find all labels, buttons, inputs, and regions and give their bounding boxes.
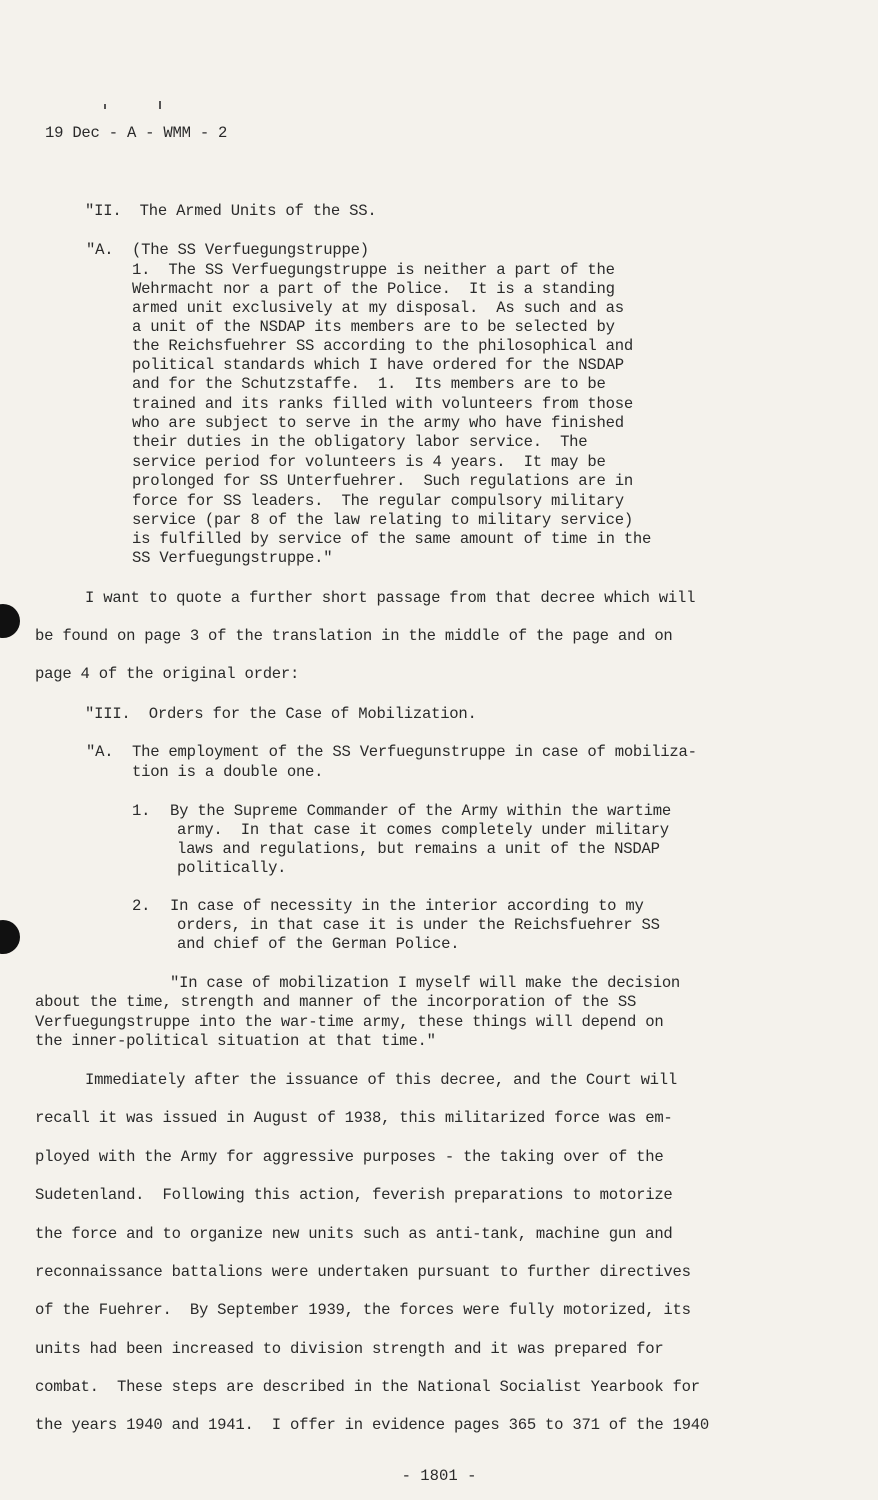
- list-item-line: By the Supreme Commander of the Army within the wartime: [170, 802, 671, 820]
- quote-line: is fulfilled by service of the same amount of time in the: [132, 530, 652, 548]
- section-line: tion is a double one.: [132, 763, 324, 781]
- list-item-number: 2.: [132, 897, 151, 915]
- closing-quote-line: "In case of mobilization I myself will make the decision: [170, 974, 681, 992]
- quote-line: trained and its ranks filled with volunteers from those: [132, 395, 633, 413]
- quote-line: the Reichsfuehrer SS according to the philosophical and: [132, 337, 633, 355]
- list-item-number: 1.: [132, 802, 151, 820]
- quote-line: prolonged for SS Unterfuehrer. Such regulations are in: [132, 472, 633, 490]
- list-item-line: In case of necessity in the interior according to my: [170, 897, 644, 915]
- section-heading-ii: "II. The Armed Units of the SS.: [85, 202, 377, 220]
- quote-line: their duties in the obligatory labor service. The: [132, 433, 588, 451]
- quote-line: service period for volunteers is 4 years. It may be: [132, 453, 606, 471]
- section-marker-a: "A.: [86, 743, 114, 761]
- paragraph-line: the force and to organize new units such as anti-tank, machine gun and: [35, 1225, 673, 1243]
- binder-hole-bottom: [0, 920, 20, 954]
- quote-line: force for SS leaders. The regular compulsory military: [132, 492, 624, 510]
- quote-line: and for the Schutzstaffe. 1. Its members are to be: [132, 375, 606, 393]
- paragraph-line: ployed with the Army for aggressive purposes - the taking over of the: [35, 1148, 664, 1166]
- paper-mark: [104, 104, 106, 109]
- list-item-line: laws and regulations, but remains a unit of the NSDAP: [177, 840, 660, 858]
- paragraph-line: the years 1940 and 1941. I offer in evidence pages 365 to 371 of the 1940: [35, 1416, 709, 1434]
- paragraph-line: Sudetenland. Following this action, feverish preparations to motorize: [35, 1186, 673, 1204]
- quote-line: 1. The SS Verfuegungstruppe is neither a part of the: [132, 261, 615, 279]
- closing-quote-line: the inner-political situation at that time.": [35, 1032, 436, 1050]
- document-reference: 19 Dec - A - WMM - 2: [45, 124, 228, 142]
- list-item-line: politically.: [177, 859, 287, 877]
- paragraph-line: combat. These steps are described in the National Socialist Yearbook for: [35, 1378, 700, 1396]
- paragraph-line: units had been increased to division strength and it was prepared for: [35, 1340, 664, 1358]
- paragraph-line: page 4 of the original order:: [35, 665, 300, 683]
- closing-quote-line: about the time, strength and manner of the incorporation of the SS: [35, 993, 637, 1011]
- quote-line: a unit of the NSDAP its members are to be selected by: [132, 318, 615, 336]
- quote-line: Wehrmacht nor a part of the Police. It is a standing: [132, 280, 615, 298]
- paragraph-line: Immediately after the issuance of this decree, and the Court will: [85, 1071, 678, 1089]
- paper-mark: [159, 101, 161, 109]
- paragraph-line: I want to quote a further short passage from that decree which will: [85, 589, 696, 607]
- paragraph-line: reconnaissance battalions were undertaken pursuant to further directives: [35, 1263, 691, 1281]
- paragraph-line: of the Fuehrer. By September 1939, the forces were fully motorized, its: [35, 1301, 691, 1319]
- list-item-line: army. In that case it comes completely under military: [177, 821, 669, 839]
- quote-line: service (par 8 of the law relating to military service): [132, 511, 633, 529]
- quote-line: who are subject to serve in the army who have finished: [132, 414, 624, 432]
- binder-hole-top: [0, 604, 20, 638]
- section-marker-a: "A.: [86, 241, 114, 259]
- list-item-line: and chief of the German Police.: [177, 935, 460, 953]
- section-title: (The SS Verfuegungstruppe): [132, 241, 369, 259]
- quote-line: SS Verfuegungstruppe.": [132, 549, 333, 567]
- section-line: The employment of the SS Verfuegunstruppe in case of mobiliza-: [132, 743, 697, 761]
- quote-line: armed unit exclusively at my disposal. As such and as: [132, 299, 624, 317]
- paragraph-line: recall it was issued in August of 1938, this militarized force was em-: [35, 1109, 673, 1127]
- paragraph-line: be found on page 3 of the translation in the middle of the page and on: [35, 627, 673, 645]
- page-number: - 1801 -: [401, 1467, 477, 1485]
- quote-line: political standards which I have ordered for the NSDAP: [132, 356, 624, 374]
- closing-quote-line: Verfuegungstruppe into the war-time army, these things will depend on: [35, 1013, 664, 1031]
- list-item-line: orders, in that case it is under the Reichsfuehrer SS: [177, 916, 660, 934]
- section-heading-iii: "III. Orders for the Case of Mobilization.: [85, 705, 477, 723]
